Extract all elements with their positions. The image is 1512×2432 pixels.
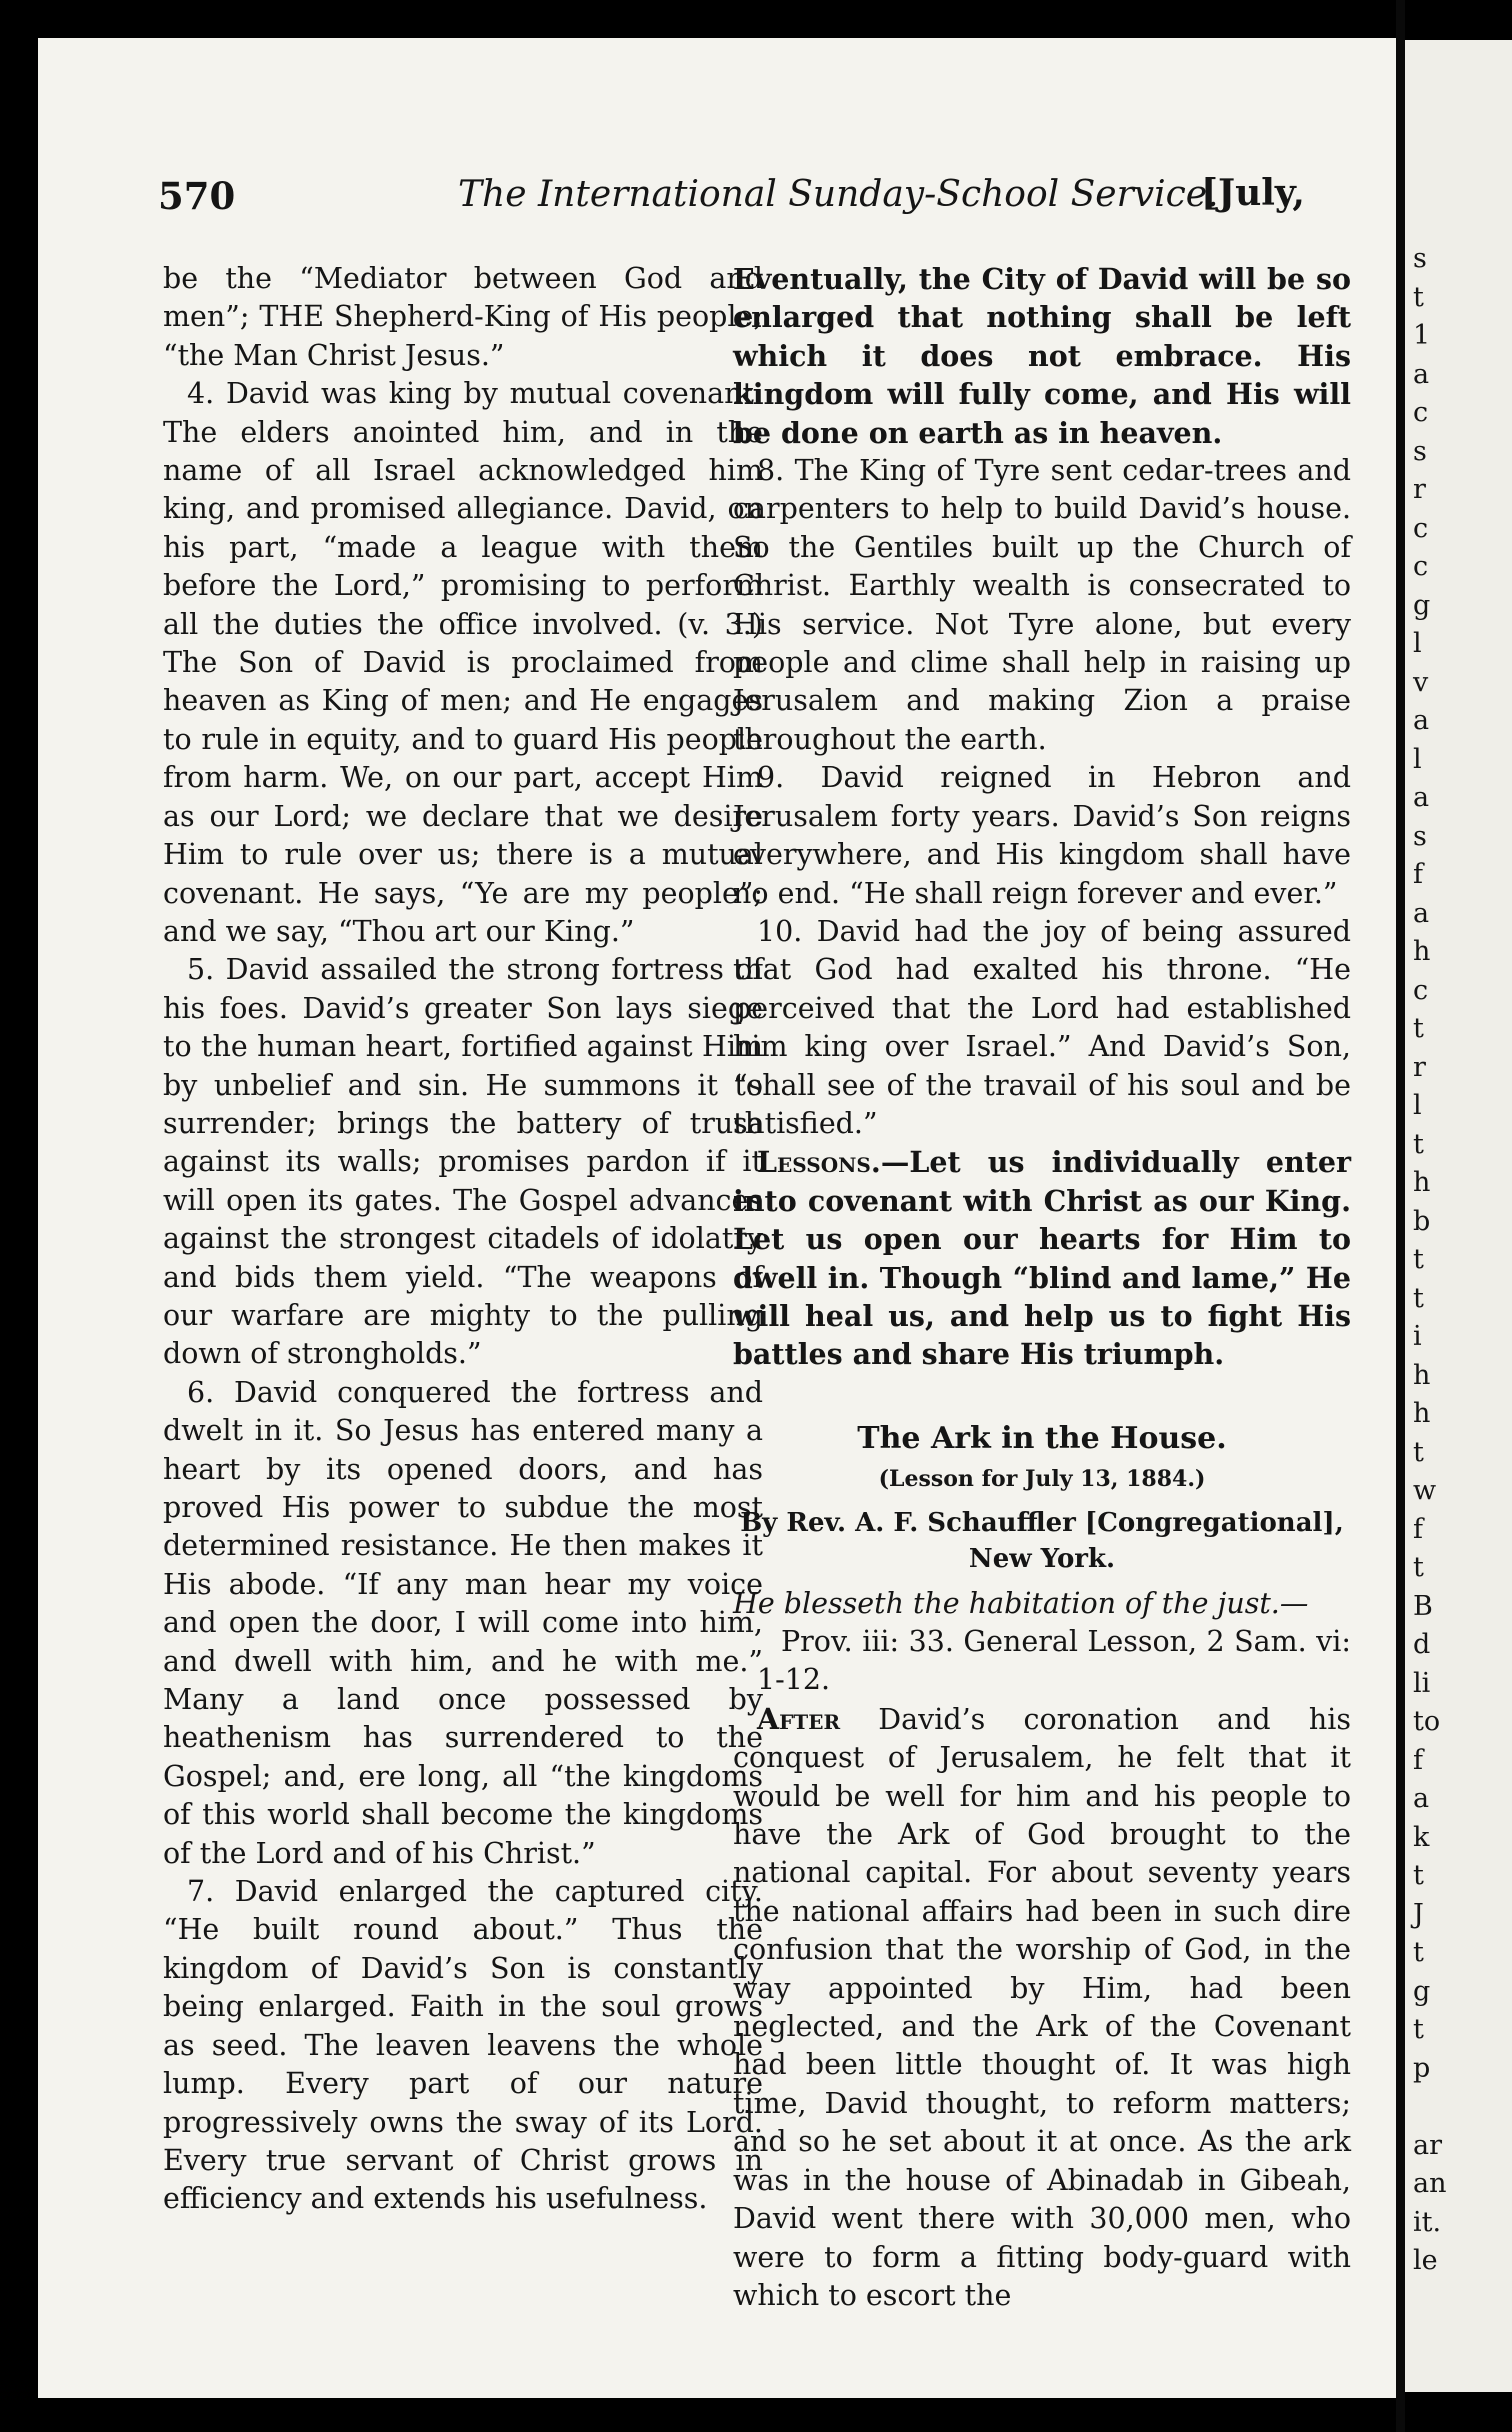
lessons-label: Lessons.: [757, 1145, 881, 1180]
fragment-line: f: [1413, 1513, 1423, 1545]
fragment-line: J: [1413, 1898, 1424, 1930]
fragment-line: c: [1413, 512, 1429, 544]
fragment-line: g: [1413, 589, 1431, 621]
section-title: The Ark in the House.: [857, 1420, 1227, 1456]
paragraph: 7. David enlarged the captured city. “He built round about.” Thus the kingdom of David’s Son is constantly being enlarged. Faith in the soul grows as seed. The leaven leavens the whole lump. Every part of our nature progressively owns the sway of its Lord. Every true servant of Christ grows in efficiency and extends his usefulness.: [163, 1875, 763, 2216]
facing-page-edge: [1405, 40, 1512, 2392]
fragment-line: a: [1413, 358, 1430, 390]
fragment-line: t: [1413, 1860, 1424, 1891]
fragment-line: g: [1413, 1975, 1431, 2007]
fragment-line: a: [1413, 705, 1430, 736]
fragment-line: l: [1413, 1090, 1422, 1121]
paragraph: 10. David had the joy of being assured that God had exalted his throne. “He perceived that the Lord had established him king over Israel.” And David’s Son, “shall see of the travail of his soul and be satisfied.”: [733, 914, 1351, 1140]
fragment-line: t: [1413, 281, 1424, 313]
fragment-line: c: [1413, 974, 1429, 1006]
fragment-line: h: [1413, 1398, 1431, 1429]
author-line: By Rev. A. F. Schauffler [Congregational], New York.: [740, 1507, 1344, 1574]
fragment-line: v: [1413, 666, 1429, 698]
left-column: [163, 260, 763, 2219]
paragraph: 5. David assailed the strong fortress of his foes. David’s greater Son lays siege to the human heart, fortified against Him by unbelief and sin. He summons it to surrender; brings the battery of truth against its walls; promises pardon if it will open its gates. The Gospel advances against the strongest citadels of idolatry and bids them yield. “The weapons of our warfare are mighty to the pulling down of strongholds.”: [163, 953, 763, 1371]
fragment-line: w: [1413, 1475, 1437, 1506]
fragment-line: p: [1413, 2052, 1431, 2084]
fragment-line: [1413, 2088, 1447, 2127]
fragment-line: t: [1413, 2014, 1424, 2045]
book-page: [38, 38, 1396, 2398]
fragment-line: d: [1413, 1629, 1431, 1660]
fragment-line: h: [1413, 1167, 1431, 1198]
fragment-line: s: [1413, 820, 1427, 852]
fragment-line: B: [1413, 1590, 1433, 1622]
facing-page-fragments: [1413, 240, 1447, 2281]
fragment-line: f: [1413, 859, 1423, 890]
fragment-line: a: [1413, 782, 1430, 813]
section-heading: [733, 1420, 1351, 1499]
paragraph: be the “Mediator between God and men”; THE Shepherd-King of His people; “the Man Christ Jesus.”: [163, 262, 763, 372]
paragraph: 4. David was king by mutual covenant. The elders anointed him, and in the name of all Israel acknowledged him king, and promised allegiance. David, on his part, “made a league with them before the Lord,” promising to perform all the duties the office involved. (v. 3.) The Son of David is proclaimed from heaven as King of men; and He engages to rule in equity, and to guard His people from harm. We, on our part, accept Him as our Lord; we declare that we desire Him to rule over us; there is a mutual covenant. He says, “Ye are my people”; and we say, “Thou art our King.”: [163, 377, 763, 948]
paragraph-text: David’s coronation and his conquest of Jerusalem, he felt that it would be well for him and his people to have the Ark of God brought to the national capital. For about seventy years the national affairs had been in such dire confusion that the worship of God, in the way appointed by Him, had been neglected, and the Ark of the Covenant had been little thought of. It was high time, David thought, to reform matters; and so he set about it at once. As the ark was in the house of Abinadab in Gibeah, David went there with 30,000 men, who were to form a fitting body-guard with which to escort the: [733, 1702, 1351, 2312]
right-column: [733, 260, 1351, 2315]
fragment-line: t: [1413, 1013, 1424, 1044]
fragment-line: 1: [1413, 320, 1431, 351]
fragment-line: f: [1413, 1744, 1423, 1776]
paragraph: [733, 1700, 1351, 2316]
fragment-line: i: [1413, 1321, 1422, 1352]
page-number: 570: [158, 174, 236, 218]
fragment-line: le: [1413, 2245, 1438, 2276]
fragment-line: r: [1413, 474, 1426, 505]
lessons-text: —Let us individually enter into covenant with Christ as our King. Let us open our hearts for Him to dwell in. Though “blind and lame,” He will heal us, and help us to fight His battles and share His triumph.: [733, 1145, 1351, 1372]
lesson-date: (Lesson for July 13, 1884.): [878, 1466, 1206, 1493]
fragment-line: l: [1413, 628, 1422, 659]
book-spine-shadow: [1396, 0, 1405, 2432]
lessons-paragraph: [733, 1143, 1351, 1373]
fragment-line: ar: [1413, 2129, 1443, 2161]
fragment-line: a: [1413, 897, 1430, 929]
paragraph: 9. David reigned in Hebron and Jerusalem forty years. David’s Son reigns everywhere, and His kingdom shall have no end. “He shall reign forever and ever.”: [733, 761, 1351, 910]
golden-text: He blesseth the habitation of the just.—: [733, 1586, 1309, 1620]
opening-word: After: [757, 1701, 841, 1736]
paragraph: 6. David conquered the fortress and dwelt in it. So Jesus has entered many a heart by its opened doors, and has proved His power to subdue the most determined resistance. He then makes it His abode. “If any man hear my voice and open the door, I will come into him, and dwell with him, and he with me.” Many a land once possessed by heathenism has surrendered to the Gospel; and, ere long, all “the kingdoms of this world shall become the kingdoms of the Lord and of his Christ.”: [163, 1375, 763, 1870]
fragment-line: r: [1413, 1051, 1426, 1083]
fragment-line: l: [1413, 743, 1422, 775]
paragraph: Eventually, the City of David will be so enlarged that nothing shall be left which it does not embrace. His kingdom will fully come, and His will be done on earth as in heaven.: [733, 262, 1351, 450]
fragment-line: c: [1413, 551, 1429, 582]
fragment-line: s: [1413, 243, 1427, 274]
fragment-line: c: [1413, 397, 1429, 428]
fragment-line: t: [1413, 1436, 1424, 1468]
fragment-line: an: [1413, 2168, 1447, 2199]
fragment-line: li: [1413, 1667, 1431, 1699]
fragment-line: it.: [1413, 2206, 1442, 2238]
paragraph: 8. The King of Tyre sent cedar-trees and carpenters to help to build David’s house. So the Gentiles built up the Church of Christ. Earthly wealth is consecrated to His service. Not Tyre alone, but every people and clime shall help in raising up Jerusalem and making Zion a praise throughout the earth.: [733, 454, 1351, 756]
fragment-line: b: [1413, 1205, 1431, 1237]
fragment-line: a: [1413, 1783, 1430, 1814]
fragment-line: h: [1413, 936, 1431, 967]
fragment-line: s: [1413, 435, 1427, 467]
running-title: The International Sunday-School Service.: [458, 174, 1219, 215]
fragment-line: h: [1413, 1359, 1431, 1391]
fragment-line: to: [1413, 1706, 1441, 1737]
fragment-line: t: [1413, 1128, 1424, 1160]
running-month: [July,: [1201, 172, 1305, 214]
fragment-line: t: [1413, 1552, 1424, 1583]
fragment-line: t: [1413, 1282, 1424, 1314]
scripture-reference: Prov. iii: 33. General Lesson, 2 Sam. vi: 1-12.: [757, 1625, 1351, 1697]
fragment-line: t: [1413, 1937, 1424, 1968]
fragment-line: t: [1413, 1244, 1424, 1275]
fragment-line: k: [1413, 1821, 1430, 1853]
